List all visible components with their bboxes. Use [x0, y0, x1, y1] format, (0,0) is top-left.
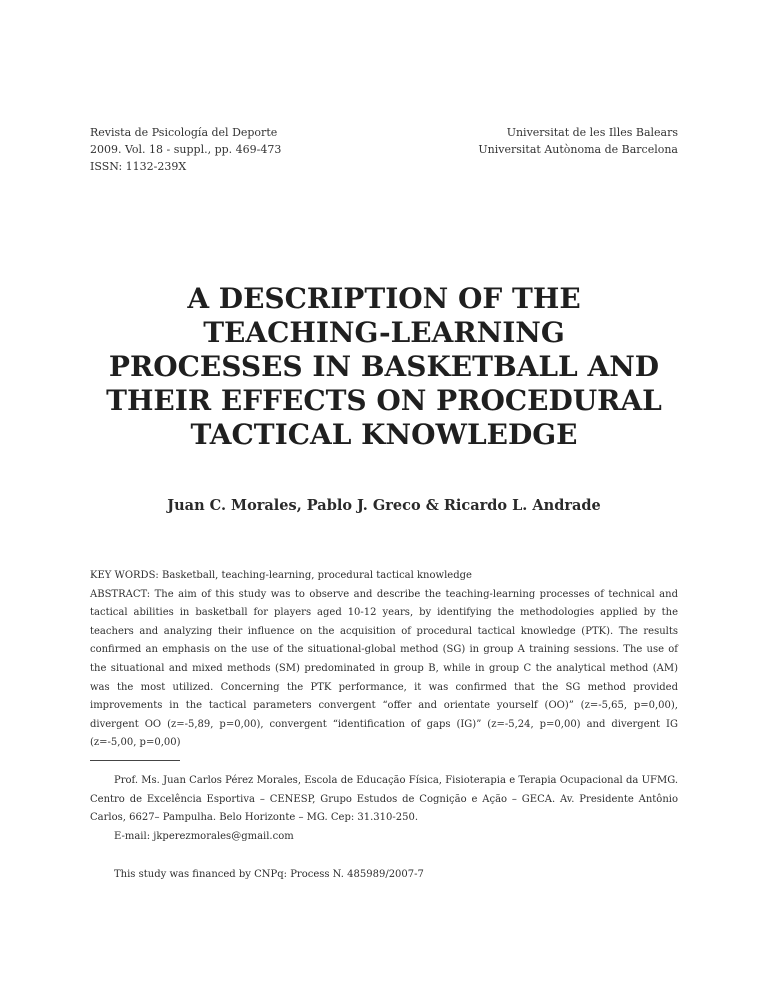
- authors: Juan C. Morales, Pablo J. Greco & Ricardo L. Andrade: [167, 497, 601, 514]
- publisher-university-2: Universitat Autònoma de Barcelona: [478, 143, 678, 156]
- title-line: TACTICAL KNOWLEDGE: [190, 418, 578, 451]
- keywords: KEY WORDS: Basketball, teaching-learning, procedural tactical knowledge: [90, 570, 472, 581]
- publisher-info: [478, 124, 678, 158]
- author-email: E-mail: jkperezmorales@gmail.com: [114, 830, 294, 842]
- paper-title: [90, 282, 678, 452]
- footnote-divider: [90, 760, 180, 761]
- journal-name: Revista de Psicología del Deporte: [90, 126, 278, 139]
- journal-info: [90, 124, 281, 175]
- journal-volume: 2009. Vol. 18 - suppl., pp. 469-473: [90, 143, 282, 156]
- title-line: THEIR EFFECTS ON PROCEDURAL: [106, 384, 662, 417]
- title-line: TEACHING-LEARNING: [203, 316, 565, 349]
- author-affiliation: Prof. Ms. Juan Carlos Pérez Morales, Escola de Educação Física, Fisioterapia e Terapia Ocupacional da UFMG. Centro de Excelência Esportiva – CENESP, Grupo Estudos de Cognição e Ação – GECA. Av. Presidente Antônio Carlos, 6627– Pampulha. Belo Horizonte – MG. Cep: 31.310-250.: [90, 775, 678, 824]
- title-line: A DESCRIPTION OF THE: [187, 282, 581, 315]
- abstract-section: [90, 567, 678, 753]
- publisher-university-1: Universitat de les Illes Balears: [506, 126, 678, 139]
- abstract: ABSTRACT: The aim of this study was to observe and describe the teaching-learning processes of technical and tactical abilities in basketball for players aged 10-12 years, by identifying the methodologies applied by the teachers and analyzing their influence on the acquisition of procedural tactical knowledge (PTK). The results confirmed an emphasis on the use of the situational-global method (SG) in group A training sessions. The use of the situational and mixed methods (SM) predominated in group B, while in group C the analytical method (AM) was the most utilized. Concerning the PTK performance, it was confirmed that the SG method provided improvements in the tactical parameters convergent “offer and orientate yourself (OO)” (z=-5,65, p=0,00), divergent OO (z=-5,89, p=0,00), convergent “identification of gaps (IG)” (z=-5,24, p=0,00) and divergent IG (z=-5,00, p=0,00): [90, 588, 678, 749]
- funding-note: This study was financed by CNPq: Process N. 485989/2007-7: [114, 869, 424, 881]
- footnote: [90, 772, 678, 885]
- title-line: PROCESSES IN BASKETBALL AND: [108, 350, 660, 383]
- journal-issn: ISSN: 1132-239X: [90, 160, 187, 173]
